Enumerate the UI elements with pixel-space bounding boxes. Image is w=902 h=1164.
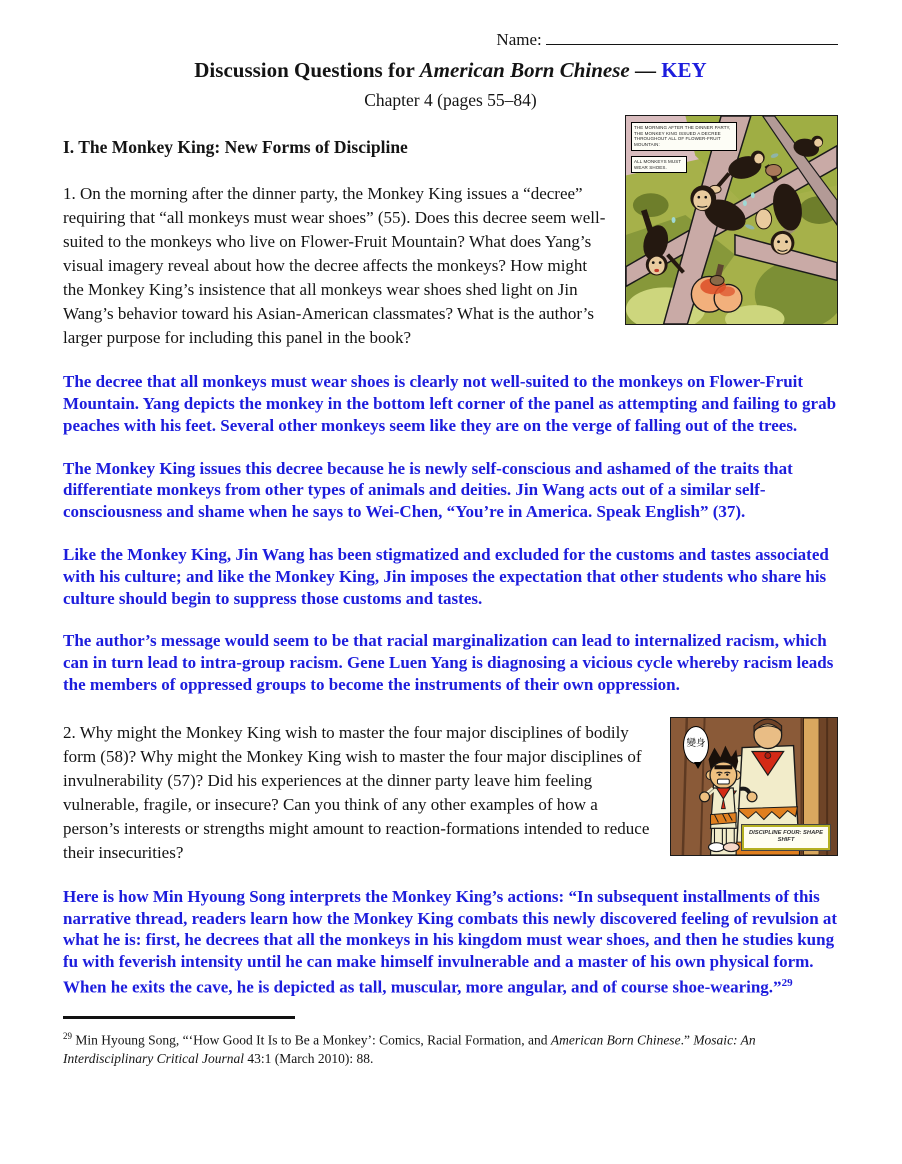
panel1-caption-box: THE MORNING AFTER THE DINNER PARTY, THE MONKEY KING ISSUED A DECREE THROUGHOUT ALL OF FLOWER-FRUIT MOUNTAIN:	[631, 122, 737, 151]
answer-paragraph-1: The decree that all monkeys must wear shoes is clearly not well-suited to the monkeys on Flower-Fruit Mountain. Yang depicts the monkey in the bottom left corner of the panel as attempting and failing to grab peaches with his feet. Several other monkeys seem like they are on the verge of falling out of the trees.	[63, 372, 837, 435]
question-2: 2. Why might the Monkey King wish to master the four major disciplines of bodily form (58)? Why might the Monkey King wish to master the four major disciplines of invulnerability (57)? Did his experiences at the dinner party leave him feeling vulnerable, fragile, or insecure? Can you think of any other examples of how a person’s interests or strengths might amount to reaction-formations intended to reduce their insecurities?	[63, 722, 650, 862]
answer-paragraph-5	[63, 886, 838, 999]
section-heading: I. The Monkey King: New Forms of Discipline	[63, 137, 408, 158]
footnote-text-1: Min Hyoung Song, “‘How Good It Is to Be a Monkey’: Comics, Racial Formation, and	[72, 1032, 551, 1048]
panel2-caption-box: DISCIPLINE FOUR: SHAPE SHIFT	[742, 825, 830, 850]
answer-paragraph-4: The author’s message would seem to be that racial marginalization can lead to internalized racism, which can in turn lead to intra-group racism. Gene Luen Yang is diagnosing a vicious cycle whereby racism leads the members of oppressed groups to become the instruments of their own oppression.	[63, 631, 834, 694]
footnote-text-3: 43:1 (March 2010): 88.	[243, 1050, 374, 1066]
answer-paragraph-3: Like the Monkey King, Jin Wang has been stigmatized and excluded for the customs and tastes associated with his culture; and like the Monkey King, Jin imposes the expectation that other students who share his culture should begin to suppress those customs and tastes.	[63, 544, 829, 608]
title-key-label: KEY	[661, 58, 707, 82]
footnote-reference: 29	[781, 976, 793, 989]
footnote-text-2: .”	[680, 1032, 694, 1048]
title-prefix: Discussion Questions for	[194, 58, 420, 82]
page-title	[63, 58, 838, 83]
name-label: Name:	[496, 30, 542, 49]
title-book-name: American Born Chinese	[419, 58, 630, 82]
footnote	[63, 1027, 838, 1068]
footnote-separator-rule	[63, 1016, 295, 1019]
footnote-marker: 29	[63, 1031, 72, 1042]
panel2-speech-bubble: 變身	[683, 726, 709, 764]
comic-panel-monkeys-in-trees	[625, 115, 838, 325]
footnote-journal-title: Mosaic: An Interdisciplinary Critical Journal	[63, 1032, 756, 1066]
panel1-decree-box: ALL MONKEYS MUST WEAR SHOES.	[631, 156, 687, 173]
section-1	[63, 125, 838, 350]
name-blank-line	[546, 31, 838, 45]
name-row	[63, 30, 838, 50]
answer-paragraph-2: The Monkey King issues this decree because he is newly self-conscious and ashamed of the traits that differentiate monkeys from other types of animals and deities. Jin Wang acts out of a similar self-consciousness and shame when he says to Wei-Chen, “You’re in America. Speak English” (37).	[63, 458, 793, 522]
title-separator: —	[629, 58, 662, 82]
footnote-book-title: American Born Chinese	[550, 1032, 681, 1048]
section-2	[63, 721, 838, 865]
comic-panel-shape-shift	[670, 717, 838, 856]
question-1: 1. On the morning after the dinner party, the Monkey King issues a “decree” requiring that “all monkeys must wear shoes” (55). Does this decree seem well-suited to the monkeys who live on Flower-Fruit Mountain? What does Yang’s visual imagery reveal about how the decree affects the monkeys? How might the Monkey King’s insistence that all monkeys wear shoes shed light on Jin Wang’s behavior toward his Asian-American classmates? What is the author’s larger purpose for including this panel in the book?	[63, 184, 606, 348]
page-subtitle: Chapter 4 (pages 55–84)	[364, 90, 537, 111]
answer-5-text: Here is how Min Hyoung Song interprets the Monkey King’s actions: “In subsequent installments of this narrative thread, readers learn how the Monkey King combats this newly discovered feeling of revulsion at what he is: first, he decrees that all the monkeys in his kingdom must wear shoes, and then he studies kung fu with feverish intensity until he can make himself invulnerable and a master of his own physical form. When he exits the cave, he is depicted as tall, muscular, more angular, and of course shoe-wearing.”	[63, 886, 838, 997]
